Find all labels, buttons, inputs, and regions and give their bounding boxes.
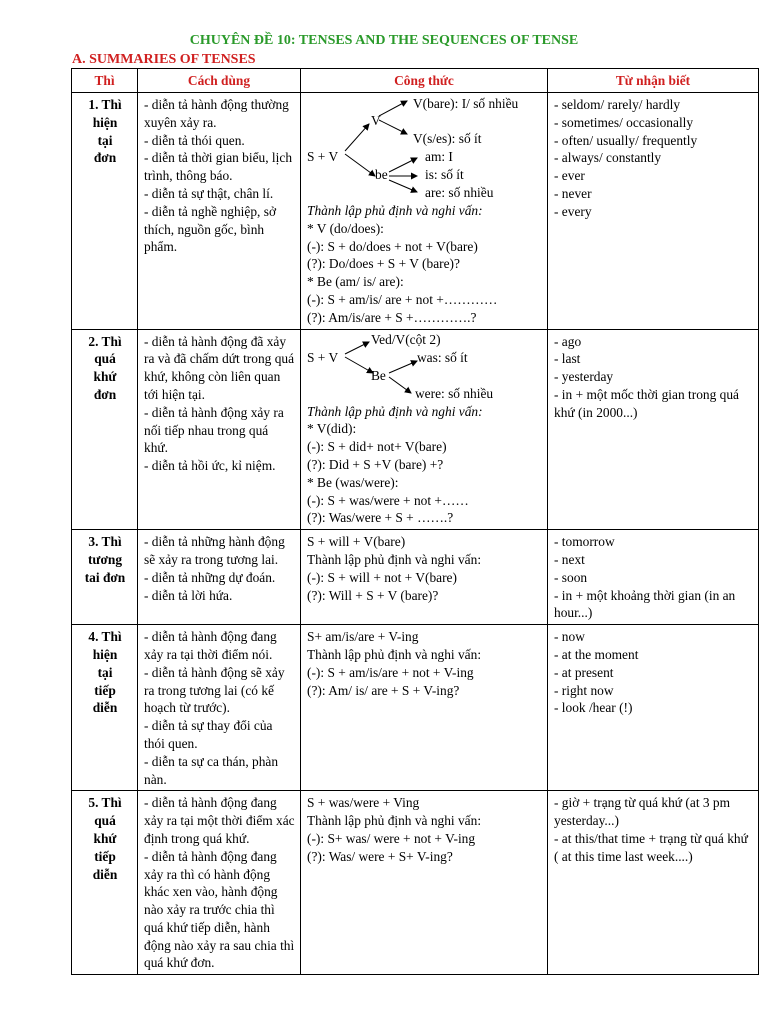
usage-cell: - diễn tả hành động đang xảy ra tại thời điểm nói. - diễn tả hành động sẽ xảy ra trong tương lai (có kế hoạch từ trước). - diễn tả sự thay đổi của thói quen. - diễn ta sự ca thán, phàn nàn. <box>138 625 301 791</box>
signal-words-cell: - tomorrow - next - soon - in + một khoảng thời gian (in an hour...) <box>548 530 759 625</box>
usage-cell: - diễn tả hành động đã xảy ra và đã chấm dứt trong quá khứ, không còn liên quan tới hiện tại. - diễn tả hành động xảy ra nối tiếp nhau trong quá khứ. - diễn tả hồi ức, kỉ niệm. <box>138 329 301 530</box>
formula-cell: S + V Ved/V(cột 2) Be was: số ít were: số nhiều Thành lập phủ định và nghi vấn: * V(did): (-): S + did+ not+ V(bare) (?): Did + S +V (bare) +? * Be (was/were): (-): S + was/were + not +…… (?): Was/were + S + …….? <box>301 329 548 530</box>
formula-cell: S + was/were + Ving Thành lập phủ định và nghi vấn: (-): S+ was/ were + not + V-ing (?): Was/ were + S+ V-ing? <box>301 791 548 975</box>
tree-root: S + V <box>307 349 339 365</box>
tree-branch-v: V <box>371 113 381 128</box>
tree-branch-be: Be <box>371 367 386 383</box>
formula-cell: S+ am/is/are + V-ing Thành lập phủ định và nghi vấn: (-): S + am/is/are + not + V-ing (?): Am/ is/ are + S + V-ing? <box>301 625 548 791</box>
document-title: CHUYÊN ĐỀ 10: TENSES AND THE SEQUENCES OF TENSE <box>189 33 579 48</box>
signal-words-cell: - now - at the moment - at present - right now - look /hear (!) <box>548 625 759 791</box>
tense-name: 4. Thì hiện tại tiếp diễn <box>72 625 138 791</box>
table-row <box>72 530 759 625</box>
formula-tree-diagram <box>307 333 542 403</box>
tree-branch-ved: Ved/V(cột 2) <box>371 331 441 347</box>
tree-leaf-vses: V(s/es): số ít <box>413 131 482 146</box>
table-row <box>72 791 759 975</box>
header-usage: Cách dùng <box>138 69 301 93</box>
tree-leaf-is: is: số ít <box>425 167 464 182</box>
header-signal-words: Từ nhận biết <box>548 69 759 93</box>
tree-root: S + V <box>307 149 339 164</box>
table-row <box>72 625 759 791</box>
section-heading: A. SUMMARIES OF TENSES <box>72 52 256 67</box>
table-header-row <box>72 69 759 93</box>
tree-leaf-was: was: số ít <box>417 349 468 365</box>
table-row <box>72 93 759 330</box>
formula-cell: S + V V be V(bare): I/ số nhiều V(s/es): số ít am: I is: số ít are: số nhiều Thành lập phủ định và nghi vấn: * V (do/does): (-): S + do/does + not + V(bare) (?): Do/does + S + V (bare)? * Be (am/ is/ are): (-): S + am/is/ are + not +………… (?): Am/is/are + S +………….? <box>301 93 548 330</box>
usage-cell: - diễn tả những hành động sẽ xảy ra trong tương lai. - diễn tả những dự đoán. - diễn tả lời hứa. <box>138 530 301 625</box>
header-tense: Thì <box>72 69 138 93</box>
signal-words-cell: - seldom/ rarely/ hardly - sometimes/ occasionally - often/ usually/ frequently - always/ constantly - ever - never - every <box>548 93 759 330</box>
header-formula: Công thức <box>301 69 548 93</box>
tense-name: 2. Thì quá khứ đơn <box>72 329 138 530</box>
tree-leaf-are: are: số nhiều <box>425 185 494 200</box>
usage-cell: - diễn tả hành động thường xuyên xảy ra. - diễn tả thói quen. - diễn tả thời gian biểu, lịch trình, thông báo. - diễn tả sự thật, chân lí. - diễn tả nghề nghiệp, sở thích, nguồn gốc, bình phẩm. <box>138 93 301 330</box>
usage-cell: - diễn tả hành động đang xảy ra tại một thời điểm xác định trong quá khứ. - diễn tả hành động đang xảy ra thì có hành động khác xen vào, hành động nào xảy ra trước chia thì quá khứ tiếp diễn, hành động nào xảy ra sau chia thì quá khứ đơn. <box>138 791 301 975</box>
tree-leaf-am: am: I <box>425 149 453 164</box>
formula-tree-diagram <box>307 96 542 202</box>
tree-leaf-vbare: V(bare): I/ số nhiều <box>413 96 519 111</box>
tense-name: 3. Thì tương tai đơn <box>72 530 138 625</box>
tenses-table <box>71 68 759 975</box>
tree-leaf-were: were: số nhiều <box>415 385 494 401</box>
tree-branch-be: be <box>375 167 388 182</box>
signal-words-cell: - giờ + trạng từ quá khứ (at 3 pm yesterday...) - at this/that time + trạng từ quá khứ ( at this time last week....) <box>548 791 759 975</box>
tense-name: 1. Thì hiện tại đơn <box>72 93 138 330</box>
table-row <box>72 329 759 530</box>
signal-words-cell: - ago - last - yesterday - in + một mốc thời gian trong quá khứ (in 2000...) <box>548 329 759 530</box>
tense-name: 5. Thì quá khứ tiếp diễn <box>72 791 138 975</box>
formula-cell: S + will + V(bare) Thành lập phủ định và nghi vấn: (-): S + will + not + V(bare) (?): Will + S + V (bare)? <box>301 530 548 625</box>
